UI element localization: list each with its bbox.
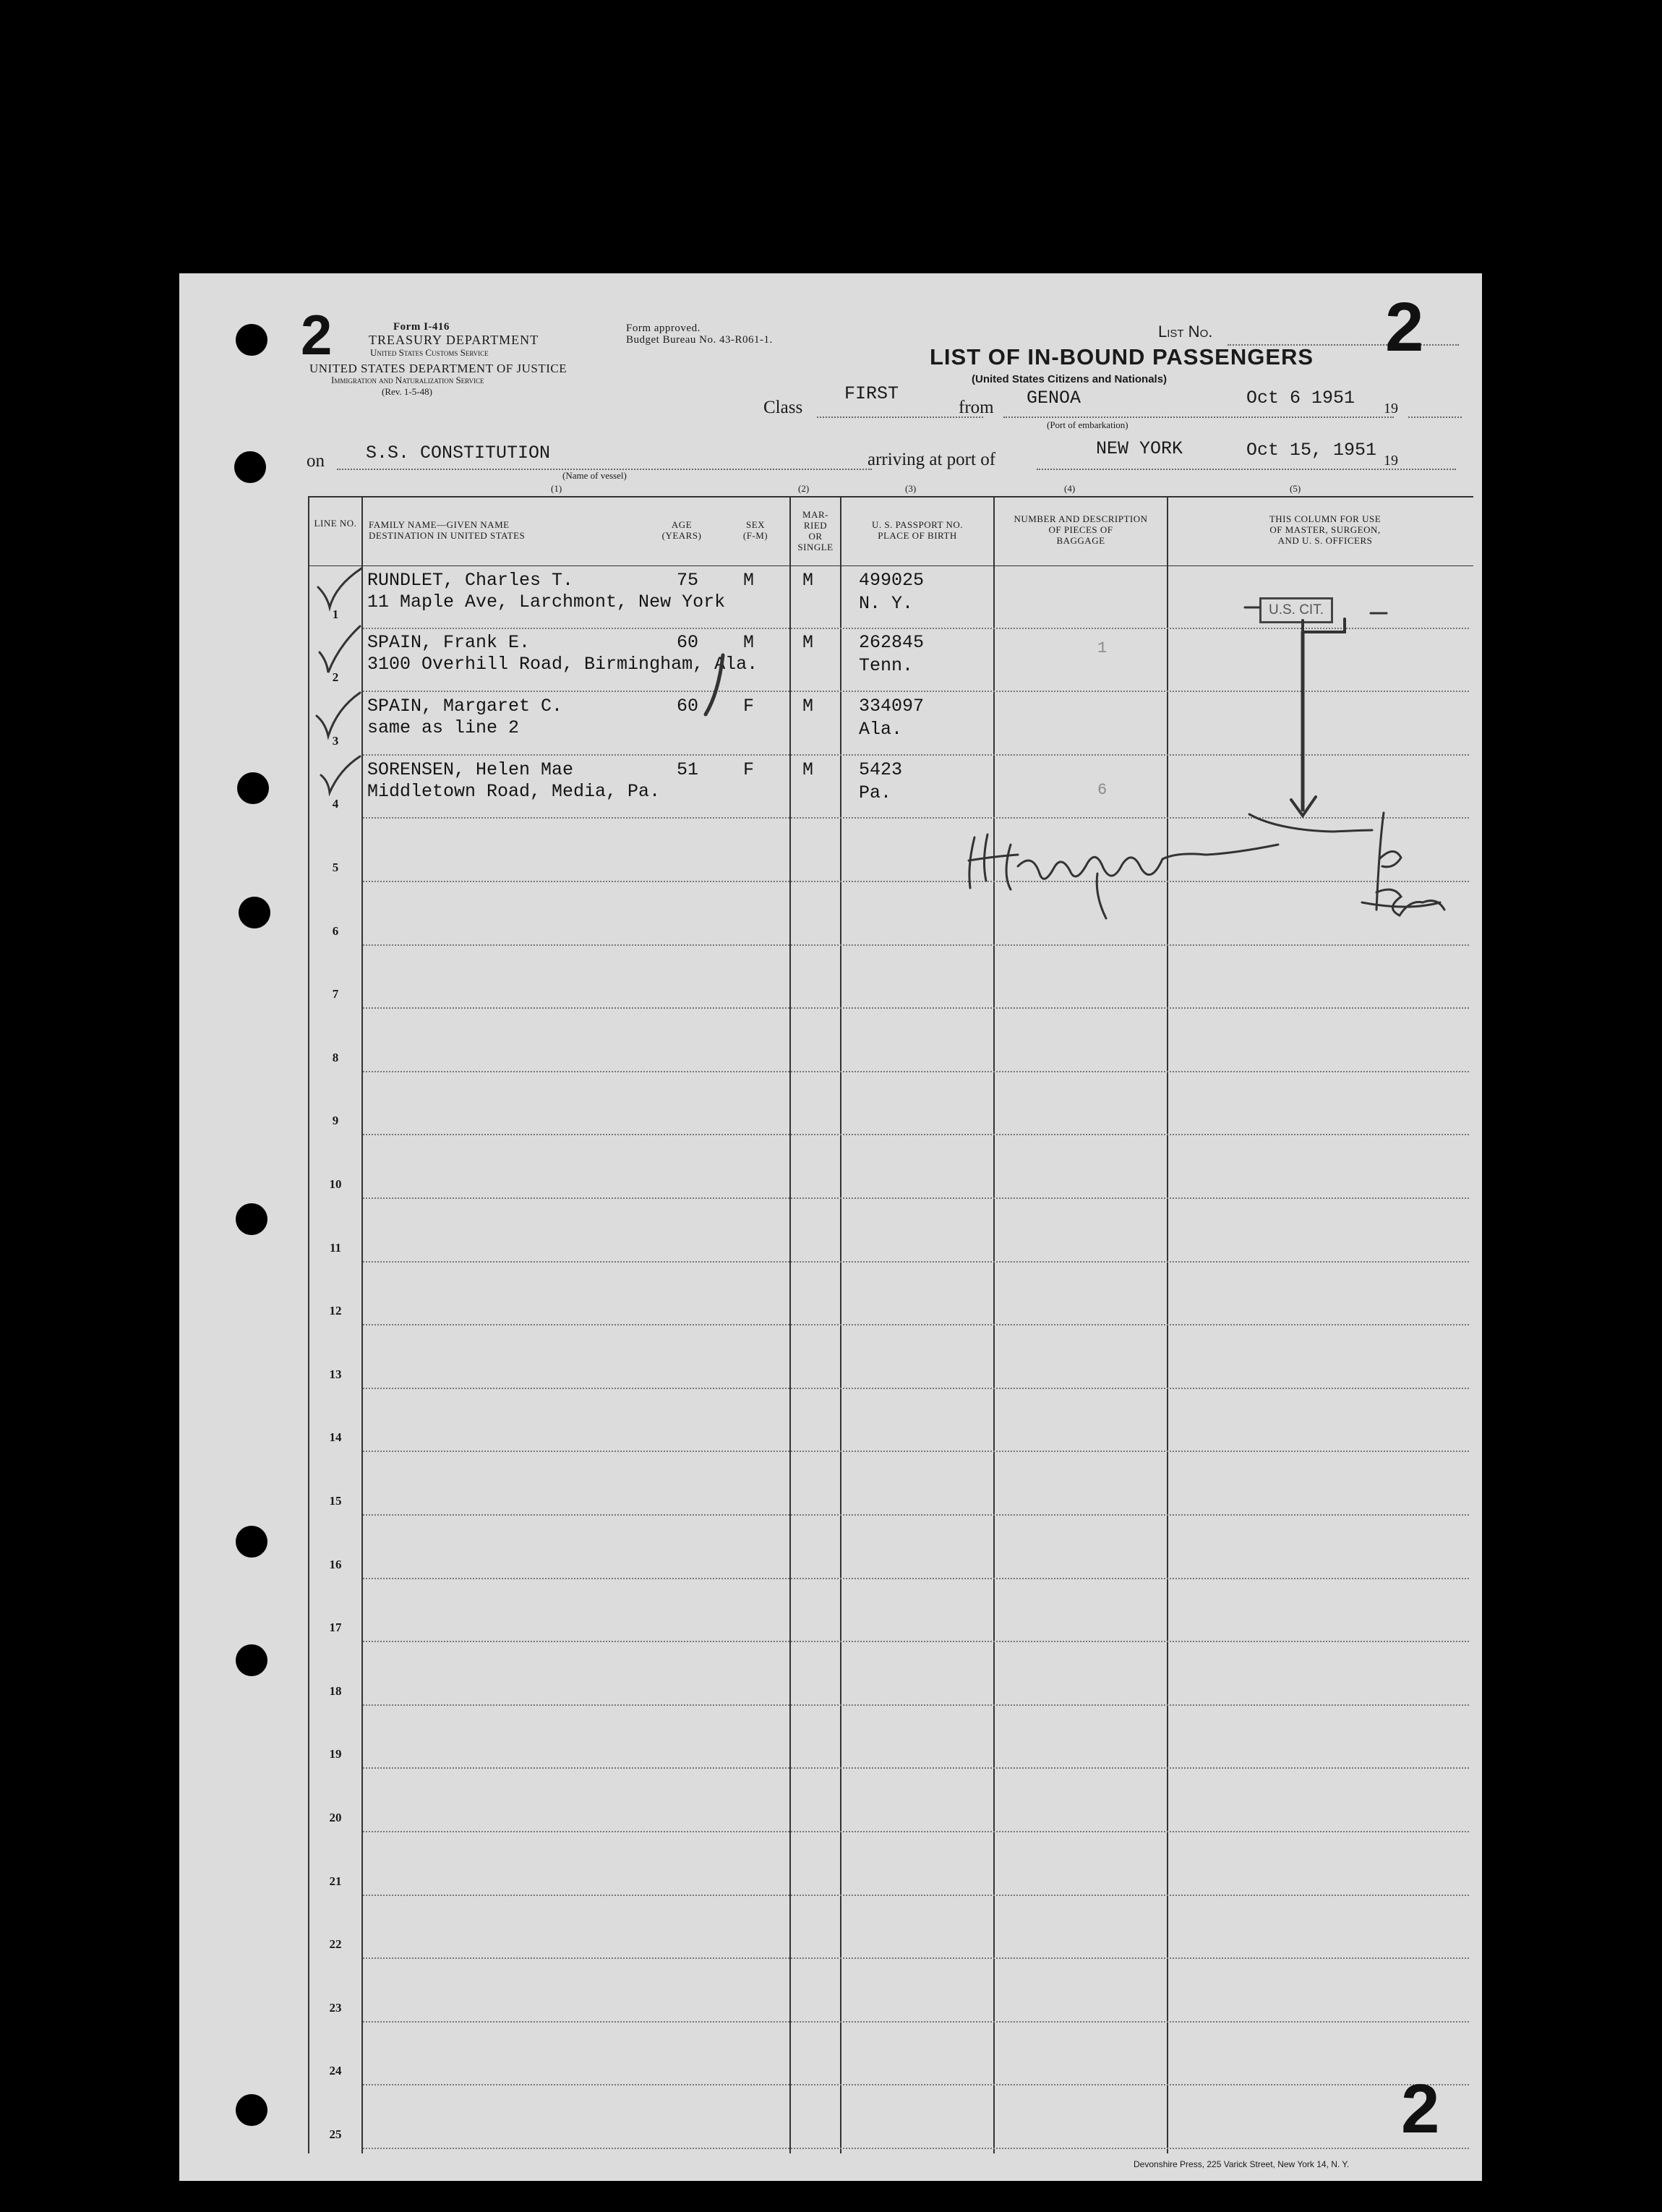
passenger-name: RUNDLET, Charles T. [367, 570, 574, 591]
arrival-date: Oct 15, 1951 [1246, 440, 1377, 461]
class-label: Class [763, 398, 803, 417]
header-officers: THIS COLUMN FOR USE OF MASTER, SURGEON, AND U. S. OFFICERS [1269, 513, 1382, 546]
passport-number: 499025 [859, 570, 925, 591]
justice-dept: UNITED STATES DEPARTMENT OF JUSTICE [309, 362, 567, 375]
binder-hole [236, 324, 267, 356]
manifest-sheet [179, 273, 1482, 2181]
list-no-value: 2 [1385, 289, 1424, 366]
line-number: 1 [332, 607, 339, 621]
col-num-3: (3) [905, 483, 917, 494]
line-number: 6 [332, 923, 339, 938]
line-number: 8 [332, 1050, 339, 1064]
line-number: 15 [329, 1494, 342, 1508]
handwritten-marks [179, 273, 1482, 2181]
passenger-marital: M [802, 759, 814, 780]
on-label: on [307, 451, 325, 471]
line-number: 4 [332, 797, 339, 811]
line-number: 3 [332, 733, 339, 748]
passenger-age: 60 [677, 696, 699, 717]
col-num-1: (1) [551, 483, 562, 494]
col-num-2: (2) [798, 483, 810, 494]
embark-caption: (Port of embarkation) [1047, 419, 1128, 430]
col-num-5: (5) [1290, 483, 1301, 494]
form-approved: Form approved. [626, 323, 701, 334]
passenger-sex: F [743, 696, 755, 717]
page-subtitle: (United States Citizens and Nationals) [972, 373, 1168, 385]
vessel-caption: (Name of vessel) [562, 470, 627, 481]
form-revision: (Rev. 1-5-48) [382, 386, 432, 397]
passenger-address: 11 Maple Ave, Larchmont, New York [367, 592, 726, 612]
line-number: 23 [329, 2000, 342, 2015]
passport-number: 334097 [859, 696, 925, 717]
header-name: FAMILY NAME—GIVEN NAME DESTINATION IN UNITED STATES [369, 519, 526, 541]
passenger-sex: M [743, 632, 755, 653]
budget-bureau: Budget Bureau No. 43-R061-1. [626, 334, 773, 346]
line-number: 14 [329, 1430, 342, 1445]
passenger-name: SORENSEN, Helen Mae [367, 759, 574, 780]
page-title: LIST OF IN-BOUND PASSENGERS [930, 344, 1314, 370]
checkmark-3 [317, 693, 360, 736]
passport-number: 262845 [859, 632, 925, 653]
passenger-name: SPAIN, Margaret C. [367, 696, 563, 717]
line-number: 17 [329, 1620, 342, 1635]
from-label: from [959, 398, 994, 417]
binder-hole [236, 1203, 267, 1235]
birthplace: Tenn. [859, 655, 914, 676]
birthplace: N. Y. [859, 593, 914, 614]
passenger-age: 51 [677, 759, 699, 780]
line-number: 11 [329, 1240, 342, 1255]
year-prefix-2: 19 [1384, 453, 1398, 469]
checkmark-1 [318, 568, 361, 607]
list-no-label: List No. [1158, 323, 1213, 341]
passenger-marital: M [802, 632, 814, 653]
passenger-age: 75 [677, 570, 699, 591]
passenger-address: 3100 Overhill Road, Birmingham, Ala. [367, 654, 758, 675]
ins-service: Immigration and Naturalization Service [331, 375, 484, 385]
passenger-marital: M [802, 570, 814, 591]
form-id: Form I-416 [393, 321, 450, 333]
binder-hole [236, 1526, 267, 1558]
passenger-sex: M [743, 570, 755, 591]
baggage-count: 1 [1097, 639, 1108, 657]
header-line-no: LINE NO. [314, 518, 357, 529]
line-number: 19 [329, 1747, 342, 1762]
line-number: 13 [329, 1367, 342, 1381]
header-sex: SEX (F-M) [742, 519, 768, 541]
header-marital: MAR- RIED OR SINGLE [797, 509, 834, 552]
arriving-label: arriving at port of [868, 450, 996, 469]
binder-hole [236, 1644, 267, 1676]
passenger-name: SPAIN, Frank E. [367, 632, 531, 653]
inspector-signature [969, 834, 1278, 918]
vessel-name: S.S. CONSTITUTION [366, 443, 551, 464]
passport-number: 5423 [859, 759, 903, 780]
passenger-sex: F [743, 759, 755, 780]
line-number: 12 [329, 1304, 342, 1318]
line-number: 22 [329, 1937, 342, 1952]
birthplace: Ala. [859, 719, 903, 740]
treasury-dept: TREASURY DEPARTMENT [369, 333, 539, 347]
line-number: 7 [332, 987, 339, 1002]
line-number: 18 [329, 1683, 342, 1698]
customs-service: United States Customs Service [370, 347, 489, 358]
binder-hole [239, 897, 270, 928]
line-number: 25 [329, 2127, 342, 2141]
header-baggage: NUMBER AND DESCRIPTION OF PIECES OF BAGGAGE [1014, 513, 1148, 546]
binder-hole [234, 451, 266, 483]
binder-hole [237, 772, 269, 804]
checkmark-2 [320, 626, 360, 672]
departure-date: Oct 6 1951 [1246, 388, 1355, 409]
citizen-stamp: U.S. CIT. [1259, 597, 1333, 623]
col-num-4: (4) [1064, 483, 1076, 494]
line-number: 5 [332, 861, 339, 874]
line-number: 2 [332, 670, 339, 685]
passenger-marital: M [802, 696, 814, 717]
line-number: 9 [332, 1114, 339, 1128]
line-number: 21 [329, 1874, 342, 1888]
binder-hole [236, 2094, 267, 2126]
checkmark-4 [321, 756, 360, 793]
passenger-age: 60 [677, 632, 699, 653]
corner-number-top-left: 2 [301, 303, 333, 367]
line-number: 10 [329, 1177, 342, 1191]
corner-number-bottom-right: 2 [1401, 2070, 1440, 2148]
header-age: AGE (YEARS) [661, 519, 702, 541]
line-number: 16 [329, 1557, 342, 1571]
embark-port: GENOA [1027, 388, 1081, 409]
arrival-port: NEW YORK [1096, 438, 1183, 459]
passenger-address: Middletown Road, Media, Pa. [367, 781, 661, 802]
passenger-address: same as line 2 [367, 717, 520, 738]
birthplace: Pa. [859, 782, 892, 803]
class-value: FIRST [844, 383, 899, 404]
year-prefix-1: 19 [1384, 401, 1398, 417]
line-number: 20 [329, 1811, 342, 1824]
header-passport: U. S. PASSPORT NO. PLACE OF BIRTH [872, 519, 963, 541]
baggage-count: 6 [1097, 781, 1108, 799]
printer-credit: Devonshire Press, 225 Varick Street, New York 14, N. Y. [1134, 2159, 1350, 2169]
line-number: 24 [329, 2064, 342, 2078]
